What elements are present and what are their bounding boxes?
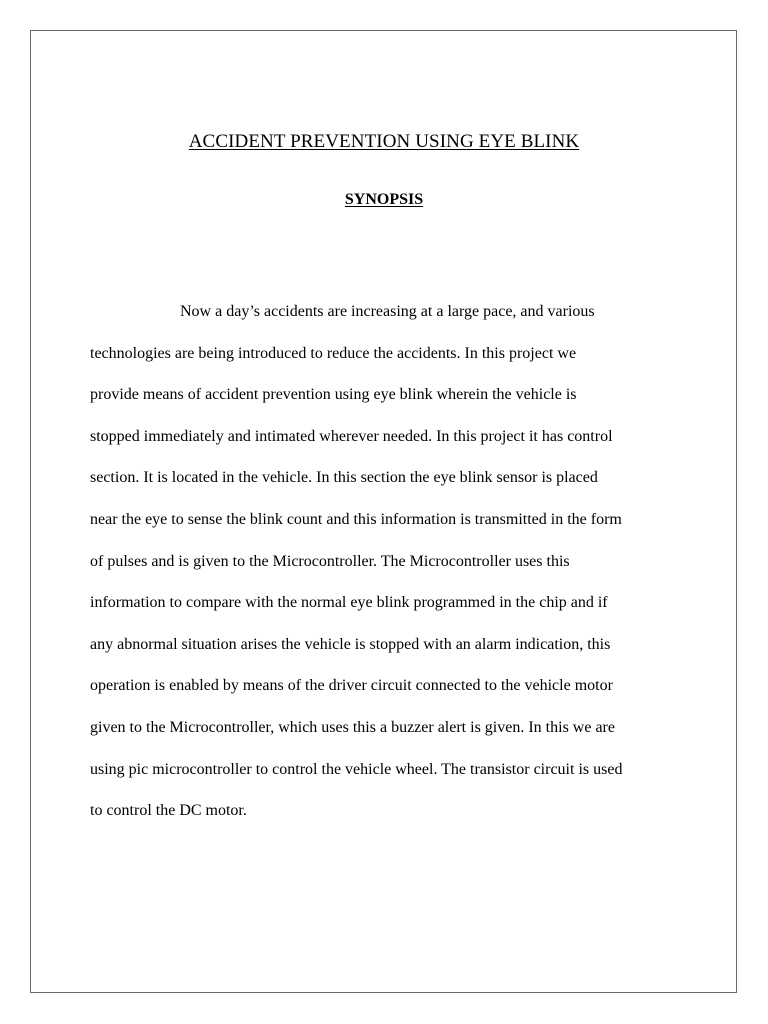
paragraph-line: information to compare with the normal eye blink programmed in the chip and if [90, 594, 608, 612]
paragraph-line: provide means of accident prevention using eye blink wherein the vehicle is [90, 386, 577, 404]
paragraph-line: Now a day’s accidents are increasing at a large pace, and various [180, 303, 595, 320]
paragraph-line: technologies are being introduced to reduce the accidents. In this project we [90, 344, 577, 362]
paragraph-line: near the eye to sense the blink count and this information is transmitted in the form [90, 510, 622, 528]
synopsis-paragraph [90, 296, 690, 837]
document-subtitle: SYNOPSIS [344, 191, 424, 208]
paragraph-line: of pulses and is given to the Microcontroller. The Microcontroller uses this [90, 552, 570, 570]
paragraph-line: any abnormal situation arises the vehicle is stopped with an alarm indication, this [90, 635, 611, 653]
paragraph-line: to control the DC motor. [90, 802, 247, 820]
document-title: ACCIDENT PREVENTION USING EYE BLINK [188, 131, 580, 152]
paragraph-line: stopped immediately and intimated wherever needed. In this project it has control [90, 427, 613, 445]
paragraph-line: using pic microcontroller to control the vehicle wheel. The transistor circuit is used [90, 760, 623, 778]
paragraph-line: section. It is located in the vehicle. In this section the eye blink sensor is placed [90, 469, 598, 487]
paragraph-line: given to the Microcontroller, which uses this a buzzer alert is given. In this we are [90, 718, 615, 736]
paragraph-line: operation is enabled by means of the driver circuit connected to the vehicle motor [90, 677, 613, 695]
